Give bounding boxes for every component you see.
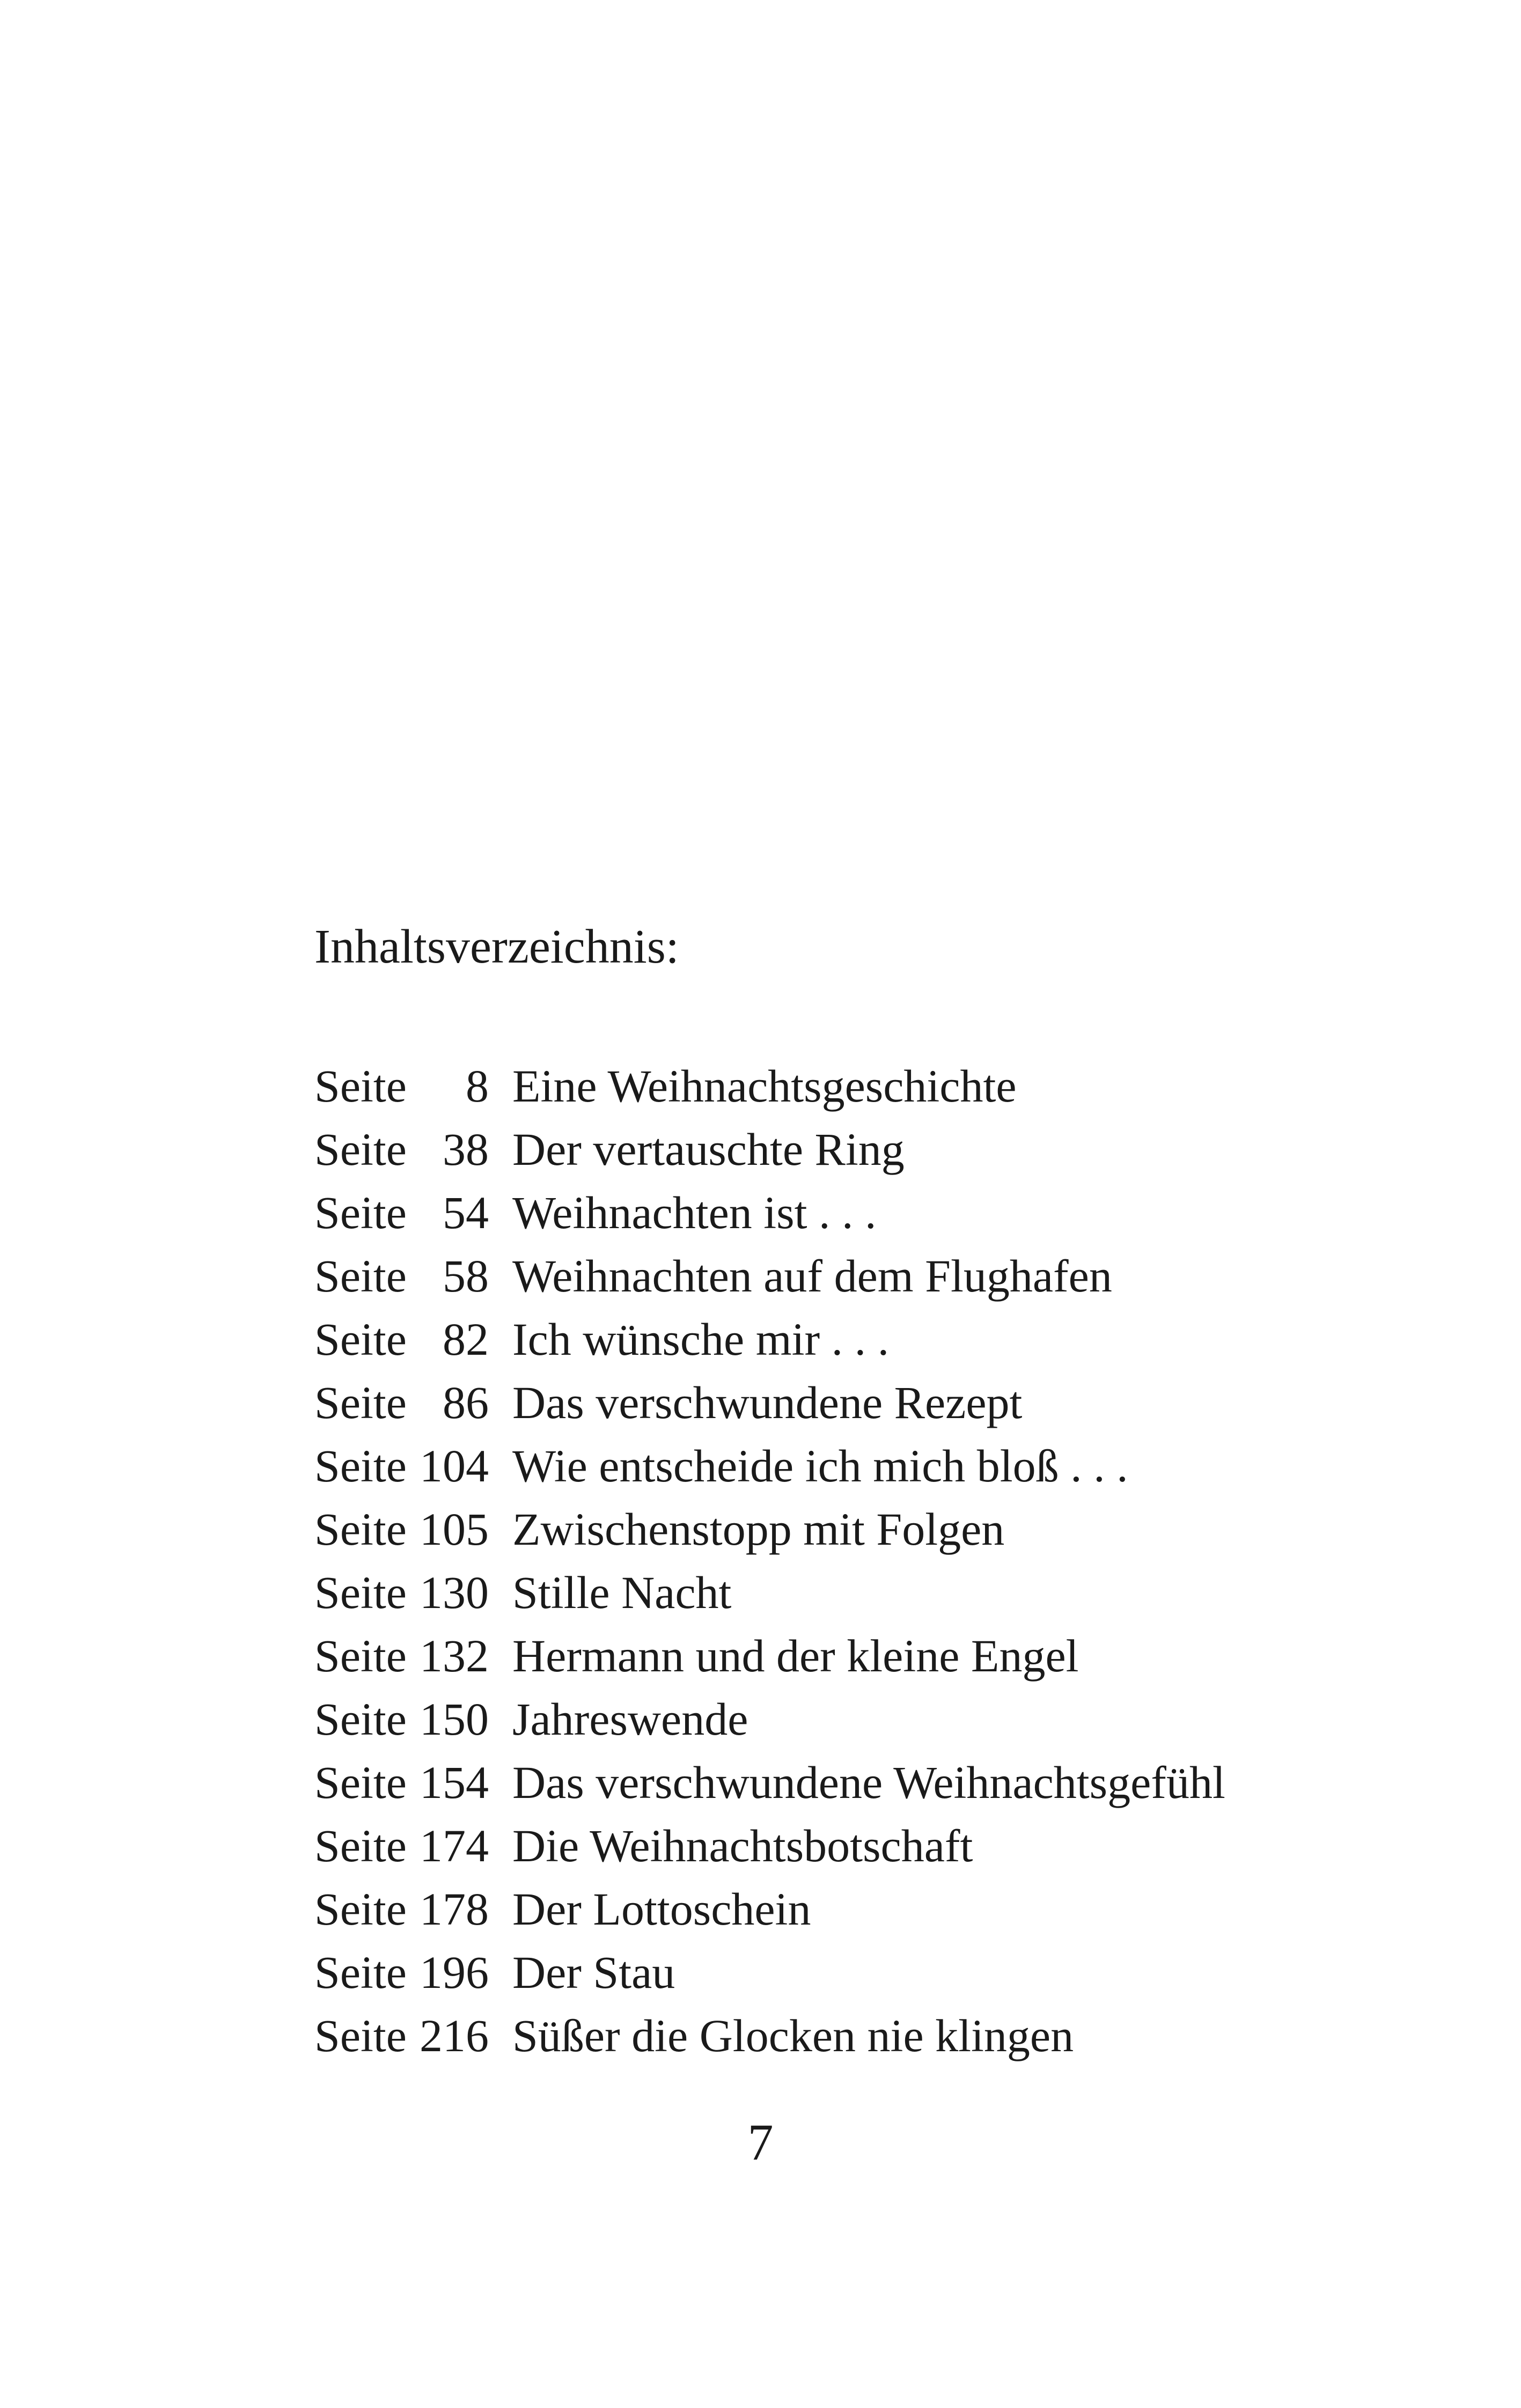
toc-entry [314, 1497, 1225, 1561]
toc-entry-prefix: Seite [314, 1440, 407, 1492]
toc-entry-prefix: Seite [314, 1567, 407, 1618]
toc-entry-page: 86 [443, 1377, 489, 1428]
toc-entry-prefix: Seite [314, 1250, 407, 1302]
toc-entry-prefix: Seite [314, 1693, 407, 1745]
toc-entry-page: 105 [420, 1503, 489, 1555]
toc-entry-page: 54 [443, 1187, 489, 1238]
toc-entry-page: 58 [443, 1250, 489, 1302]
toc-entry [314, 1814, 1225, 1877]
toc-entry [314, 2004, 1225, 2067]
toc-entry-page: 132 [420, 1630, 489, 1682]
toc-entry [314, 1244, 1225, 1308]
toc-entry-page: 196 [420, 1947, 489, 1998]
toc-entry-title: Die Weihnachtsbotschaft [512, 1820, 973, 1871]
toc-entry-title: Weihnachten auf dem Flughafen [512, 1250, 1112, 1302]
toc-entry-prefix: Seite [314, 1883, 407, 1935]
toc-entry-page: 38 [443, 1124, 489, 1175]
toc-entry [314, 1941, 1225, 2004]
toc-entry-prefix: Seite [314, 1060, 407, 1112]
toc-entry-title: Der vertauschte Ring [512, 1124, 905, 1175]
toc-entry-prefix: Seite [314, 1503, 407, 1555]
toc-entry-title: Eine Weihnachtsgeschichte [512, 1060, 1017, 1112]
toc-entry [314, 1687, 1225, 1751]
toc-entry [314, 1054, 1225, 1118]
toc-entry [314, 1371, 1225, 1434]
toc-entry [314, 1751, 1225, 1814]
toc-entry-title: Weihnachten ist . . . [512, 1187, 877, 1238]
toc-entry-title: Jahreswende [512, 1693, 748, 1745]
toc-entry-prefix: Seite [314, 1757, 407, 1808]
toc-entry [314, 1181, 1225, 1244]
toc-list [314, 1054, 1225, 2067]
toc-entry-title: Das verschwundene Rezept [512, 1377, 1023, 1428]
toc-entry-title: Das verschwundene Weihnachtsgefühl [512, 1757, 1225, 1808]
toc-entry-prefix: Seite [314, 1313, 407, 1365]
toc-entry-title: Hermann und der kleine Engel [512, 1630, 1079, 1682]
toc-heading: Inhaltsverzeichnis: [314, 920, 679, 973]
toc-entry-prefix: Seite [314, 2010, 407, 2061]
toc-entry [314, 1118, 1225, 1181]
toc-entry-title: Der Stau [512, 1947, 675, 1998]
toc-entry [314, 1561, 1225, 1624]
toc-entry-prefix: Seite [314, 1630, 407, 1682]
toc-entry-page: 130 [420, 1567, 489, 1618]
toc-entry-page: 104 [420, 1440, 489, 1492]
toc-entry [314, 1624, 1225, 1687]
toc-entry [314, 1308, 1225, 1371]
toc-entry-prefix: Seite [314, 1947, 407, 1998]
toc-entry-prefix: Seite [314, 1820, 407, 1871]
toc-entry-prefix: Seite [314, 1377, 407, 1428]
toc-entry-prefix: Seite [314, 1187, 407, 1238]
toc-entry-title: Wie entscheide ich mich bloß . . . [512, 1440, 1128, 1492]
toc-entry-title: Der Lottoschein [512, 1883, 811, 1935]
toc-entry-page: 8 [466, 1060, 489, 1112]
page-number: 7 [747, 2113, 774, 2171]
toc-entry-title: Ich wünsche mir . . . [512, 1313, 890, 1365]
toc-entry [314, 1877, 1225, 1941]
toc-entry-page: 82 [443, 1313, 489, 1365]
toc-entry-title: Zwischenstopp mit Folgen [512, 1503, 1005, 1555]
toc-entry-page: 150 [420, 1693, 489, 1745]
toc-entry-page: 174 [420, 1820, 489, 1871]
toc-entry [314, 1434, 1225, 1497]
toc-entry-page: 154 [420, 1757, 489, 1808]
toc-entry-page: 178 [420, 1883, 489, 1935]
toc-entry-page: 216 [420, 2010, 489, 2061]
toc-entry-title: Stille Nacht [512, 1567, 732, 1618]
toc-entry-prefix: Seite [314, 1124, 407, 1175]
toc-entry-title: Süßer die Glocken nie klingen [512, 2010, 1074, 2061]
